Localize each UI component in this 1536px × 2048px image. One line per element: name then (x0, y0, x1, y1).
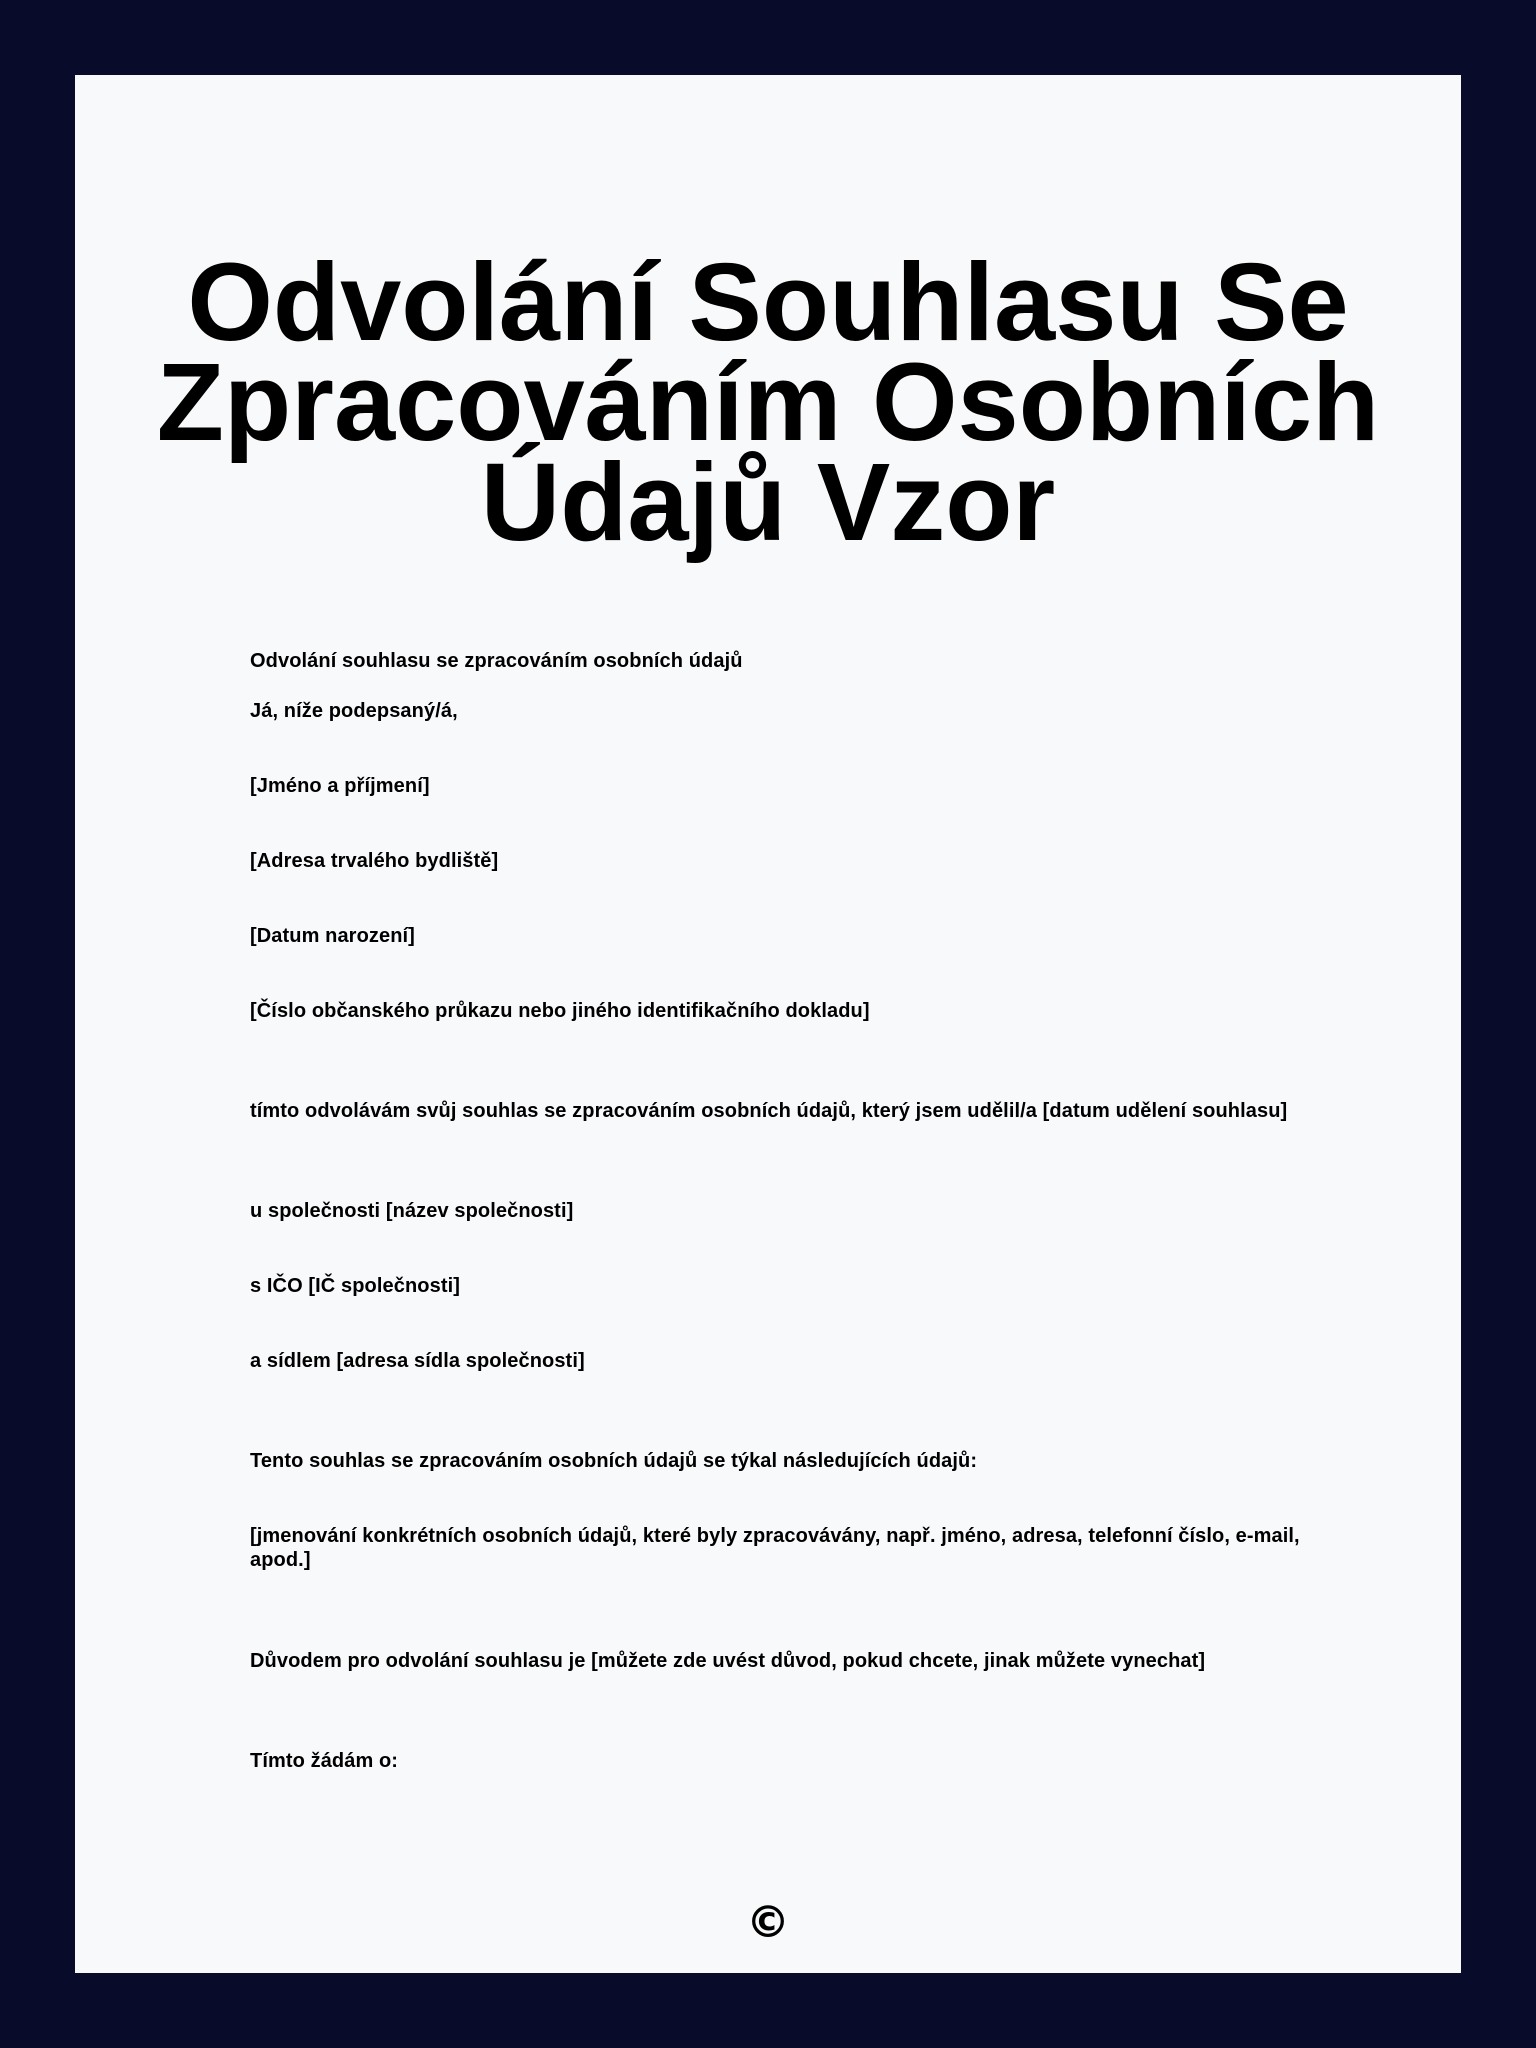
revocation-statement: tímto odvolávám svůj souhlas se zpracováním osobních údajů, který jsem udělil/a [datum udělení souhlasu] (250, 1100, 1288, 1122)
request-text: Tímto žádám o: (250, 1750, 399, 1772)
field-name: [Jméno a příjmení] (250, 775, 430, 797)
field-birthdate: [Datum narození] (250, 925, 415, 947)
document-page (75, 75, 1461, 1973)
intro-text: Já, níže podepsaný/á, (250, 700, 458, 722)
company-ico: s IČO [IČ společnosti] (250, 1275, 461, 1297)
copyright-icon: © (746, 1897, 790, 1948)
company-name: u společnosti [název společnosti] (250, 1200, 574, 1222)
scope-list: [jmenování konkrétních osobních údajů, které byly zpracovávány, např. jméno, adresa, telefonní číslo, e-mail, apod.] (250, 1525, 1300, 1571)
document-title: Odvolání Souhlasu Se Zpracováním Osobních Údajů Vzor (156, 241, 1380, 564)
document-heading: Odvolání souhlasu se zpracováním osobních údajů (250, 650, 743, 672)
revocation-reason: Důvodem pro odvolání souhlasu je [můžete zde uvést důvod, pokud chcete, jinak můžete vynechat] (250, 1650, 1206, 1672)
scope-intro: Tento souhlas se zpracováním osobních údajů se týkal následujících údajů: (250, 1450, 978, 1472)
field-address: [Adresa trvalého bydliště] (250, 850, 499, 872)
field-id-document: [Číslo občanského průkazu nebo jiného identifikačního dokladu] (250, 1000, 870, 1022)
company-seat: a sídlem [adresa sídla společnosti] (250, 1350, 585, 1372)
